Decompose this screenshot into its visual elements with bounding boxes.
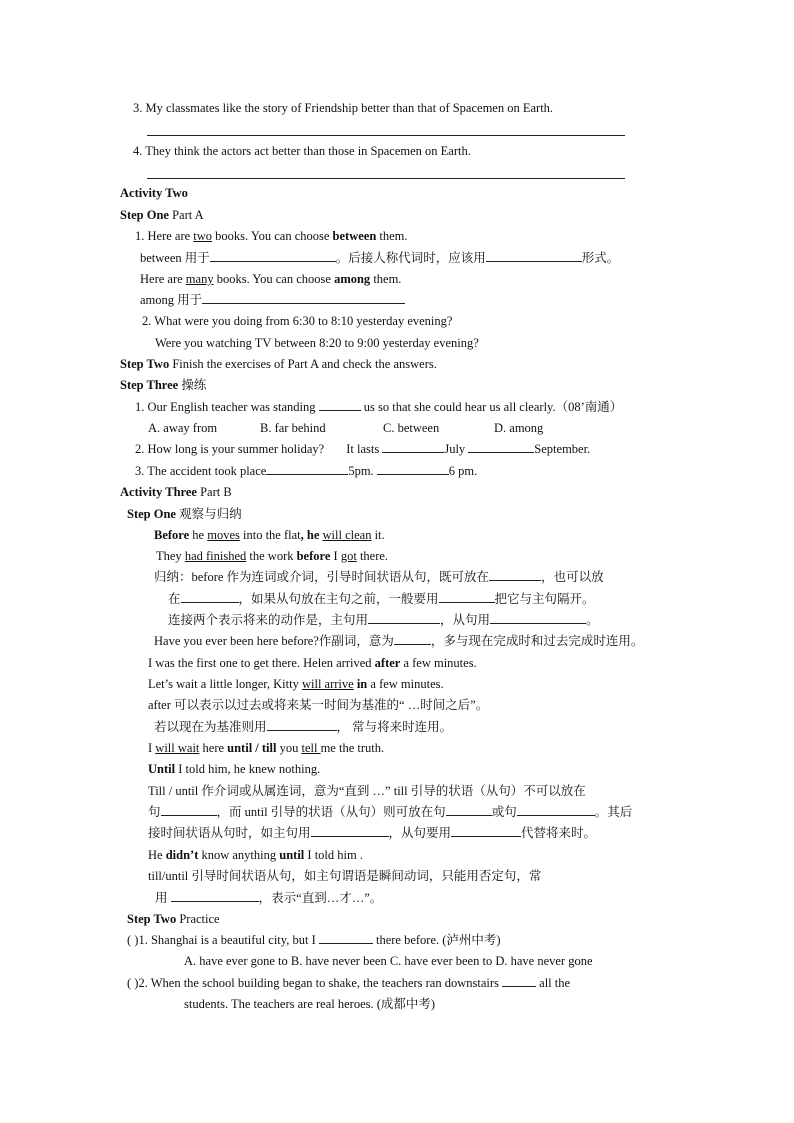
fill-blank[interactable]	[161, 804, 217, 816]
until-example-1	[148, 740, 384, 756]
till-summary-3	[148, 825, 596, 841]
until-example-2	[148, 761, 320, 777]
text: He	[148, 848, 166, 862]
fill-blank[interactable]	[439, 591, 495, 603]
fill-blank[interactable]	[368, 612, 440, 624]
text: ，多与现在完成时和过去完成时连用。	[430, 634, 644, 648]
activity-two-heading: Activity Two	[120, 186, 188, 200]
text: them.	[370, 272, 402, 286]
text: between 用于	[140, 251, 210, 265]
text: I told him .	[304, 848, 363, 862]
fill-blank[interactable]	[319, 399, 361, 411]
text: us so that she could hear us all clearly.（08’南通）	[360, 400, 623, 414]
text: I	[330, 549, 341, 563]
option-b: B. far behind	[260, 421, 326, 435]
text: moves	[207, 528, 240, 542]
question-3: 3. My classmates like the story of Friendship better than that of Spacemen on Earth.	[133, 101, 554, 115]
text: Let’s wait a little longer, Kitty	[148, 677, 302, 691]
fill-blank[interactable]	[451, 825, 521, 837]
text: all the	[536, 976, 571, 990]
text: got	[340, 549, 357, 563]
after-example-2	[148, 676, 444, 692]
text: had finished	[184, 549, 247, 563]
a3-step-one-heading	[127, 506, 242, 522]
text: 代替将来时。	[521, 826, 597, 840]
text: until / till	[227, 741, 277, 755]
text: 把它与主句隔开。	[494, 592, 595, 606]
text: I was the first one to get there. Helen arrived	[148, 656, 375, 670]
answer-bracket[interactable]: ( )	[127, 976, 139, 990]
summary-before-1	[154, 569, 604, 585]
activity-label: Activity Three	[120, 485, 197, 499]
text: among	[334, 272, 371, 286]
step-label: Step Two	[127, 912, 177, 926]
text: ，也可以放	[541, 570, 604, 584]
step-label: Step Three	[120, 378, 179, 392]
after-example-1	[148, 655, 477, 671]
text: 在	[168, 592, 181, 606]
practice-3	[135, 463, 477, 479]
text: 归纳：before 作为连词或介词，引导时间状语从句，既可放在	[154, 570, 490, 584]
step-text: Practice	[179, 912, 220, 926]
till-summary-2	[148, 804, 632, 820]
text: Here are	[140, 272, 186, 286]
text: 。	[586, 613, 599, 627]
text: didn’t	[165, 848, 199, 862]
fill-blank[interactable]	[382, 441, 444, 453]
text: ，如果从句放在主句之前，一般要用	[238, 592, 439, 606]
text: in	[356, 677, 368, 691]
text: between	[332, 229, 377, 243]
practice-1-options	[148, 420, 543, 436]
step-label: Step Two	[120, 357, 170, 371]
text: Until	[148, 762, 176, 776]
text: you	[276, 741, 302, 755]
text: there before. (泸州中考)	[372, 933, 501, 947]
text: ，表示“直到…才…”。	[258, 891, 383, 905]
answer-bracket[interactable]: ( )	[127, 933, 139, 947]
practice-1	[135, 399, 622, 415]
text: the work	[246, 549, 297, 563]
activity-three-heading	[120, 484, 232, 500]
fill-blank[interactable]	[490, 612, 586, 624]
text: it.	[371, 528, 385, 542]
text: July	[444, 442, 469, 456]
text: 5pm.	[348, 464, 377, 478]
text: I	[148, 741, 156, 755]
option-d: D. among	[494, 421, 544, 435]
text: 2. When the school building began to shake, the teachers ran downstairs	[138, 976, 503, 990]
after-summary: after 可以表示以过去或将来某一时间为基准的“ …时间之后”。	[148, 698, 489, 712]
text: ， 常与将来时连用。	[336, 720, 453, 734]
text: 句	[148, 805, 161, 819]
text: 。后接人称代词时，应该用	[335, 251, 486, 265]
step-two-heading	[120, 356, 437, 372]
till-until-summary-2	[155, 890, 382, 906]
exercise-1	[127, 932, 501, 948]
summary-before-4	[154, 633, 643, 649]
step-label: Step One	[127, 507, 176, 521]
step-text: 操练	[181, 378, 207, 392]
text: will arrive	[301, 677, 354, 691]
option-c: C. between	[383, 421, 440, 435]
text: 用	[155, 891, 171, 905]
text: 若以现在为基准则用	[154, 720, 267, 734]
between-example	[135, 228, 408, 244]
answer-line-4	[147, 178, 625, 179]
text: 1. Here are	[135, 229, 194, 243]
text: among 用于	[140, 293, 203, 307]
activity-title: Part B	[200, 485, 232, 499]
text: 1. Our English teacher was standing	[135, 400, 319, 414]
text: tell	[301, 741, 321, 755]
text: before	[296, 549, 331, 563]
text: 接时间状语从句时，如主句用	[148, 826, 311, 840]
step-three-heading	[120, 377, 206, 393]
a3-step-two-heading	[127, 911, 220, 927]
text: into the flat	[239, 528, 301, 542]
example-question-2: 2. What were you doing from 6:30 to 8:10 yesterday evening?	[142, 314, 453, 328]
text: a few minutes.	[400, 656, 477, 670]
exercise-2-continued: students. The teachers are real heroes. (成都中考)	[184, 997, 436, 1011]
text: ，而 until 引导的状语（从句）则可放在句	[216, 805, 446, 819]
step-text: 观察与归纳	[179, 507, 242, 521]
summary-before-3	[168, 612, 599, 628]
text: 或句	[491, 805, 517, 819]
didnt-example	[148, 847, 363, 863]
before-example-1	[154, 527, 385, 543]
fill-blank[interactable]	[377, 463, 449, 475]
text: 3. The accident took place	[135, 464, 267, 478]
text: ，从句用	[440, 613, 491, 627]
step-one-heading	[120, 207, 204, 223]
step-label: Step One	[120, 208, 169, 222]
exercise-2	[127, 975, 570, 991]
text: 形式。	[581, 251, 620, 265]
text: Before	[154, 528, 190, 542]
step-text: Finish the exercises of Part A and check the answers.	[172, 357, 437, 371]
text: 6 pm.	[448, 464, 478, 478]
example-question-2b: Were you watching TV between 8:20 to 9:00 yesterday evening?	[155, 336, 479, 350]
text: September.	[534, 442, 591, 456]
fill-blank[interactable]	[267, 719, 337, 731]
text: It lasts	[346, 442, 383, 456]
text: will wait	[155, 741, 200, 755]
text: , he	[300, 528, 323, 542]
fill-blank[interactable]	[486, 250, 582, 262]
fill-blank[interactable]	[171, 890, 259, 902]
text: 连接两个表示将来的动作是，主句用	[168, 613, 369, 627]
text: 1. Shanghai is a beautiful city, but I	[138, 933, 319, 947]
text: will clean	[322, 528, 372, 542]
text: They	[156, 549, 185, 563]
text: until	[279, 848, 305, 862]
fill-blank[interactable]	[446, 804, 492, 816]
fill-blank[interactable]	[468, 441, 534, 453]
text: me the truth.	[320, 741, 385, 755]
question-4: 4. They think the actors act better than those in Spacemen on Earth.	[133, 144, 471, 158]
fill-blank[interactable]	[311, 825, 389, 837]
till-summary-1: Till / until 作介词或从属连词，意为“直到 …” till 引导的状语（从句）不可以放在	[148, 784, 586, 798]
text: know anything	[198, 848, 280, 862]
text: I told him, he knew nothing.	[175, 762, 321, 776]
among-example	[140, 271, 401, 287]
step-title: Part A	[172, 208, 204, 222]
fill-blank[interactable]	[210, 250, 336, 262]
fill-blank[interactable]	[489, 569, 541, 581]
text: books. You can choose	[212, 229, 333, 243]
fill-blank[interactable]	[394, 633, 431, 645]
among-usage	[140, 292, 405, 308]
text: two	[193, 229, 213, 243]
fill-blank[interactable]	[202, 292, 405, 304]
text: 2. How long is your summer holiday?	[135, 442, 325, 456]
text: he	[189, 528, 208, 542]
answer-line-3	[147, 135, 625, 136]
text: after	[374, 656, 401, 670]
fill-blank[interactable]	[319, 932, 373, 944]
text: books. You can choose	[213, 272, 335, 286]
fill-blank[interactable]	[502, 975, 536, 987]
till-until-summary-1: till/until 引导时间状语从句，如主句谓语是瞬间动词，只能用否定句，常	[148, 869, 542, 883]
exercise-1-options: A. have ever gone to B. have never been C. have ever been to D. have never gone	[184, 954, 593, 968]
practice-2	[135, 441, 590, 457]
text: ，从句要用	[388, 826, 452, 840]
text: a few minutes.	[367, 677, 444, 691]
text: 。其后	[594, 805, 633, 819]
text: here	[199, 741, 228, 755]
fill-blank[interactable]	[181, 591, 239, 603]
option-a: A. away from	[148, 421, 218, 435]
text: many	[185, 272, 214, 286]
summary-before-2	[168, 591, 595, 607]
fill-blank[interactable]	[266, 463, 348, 475]
text: there.	[356, 549, 389, 563]
between-usage	[140, 250, 619, 266]
text: them.	[376, 229, 408, 243]
fill-blank[interactable]	[517, 804, 595, 816]
after-summary-2	[154, 719, 452, 735]
before-example-2	[156, 548, 388, 564]
text: Have you ever been here before?作副词，意为	[154, 634, 394, 648]
